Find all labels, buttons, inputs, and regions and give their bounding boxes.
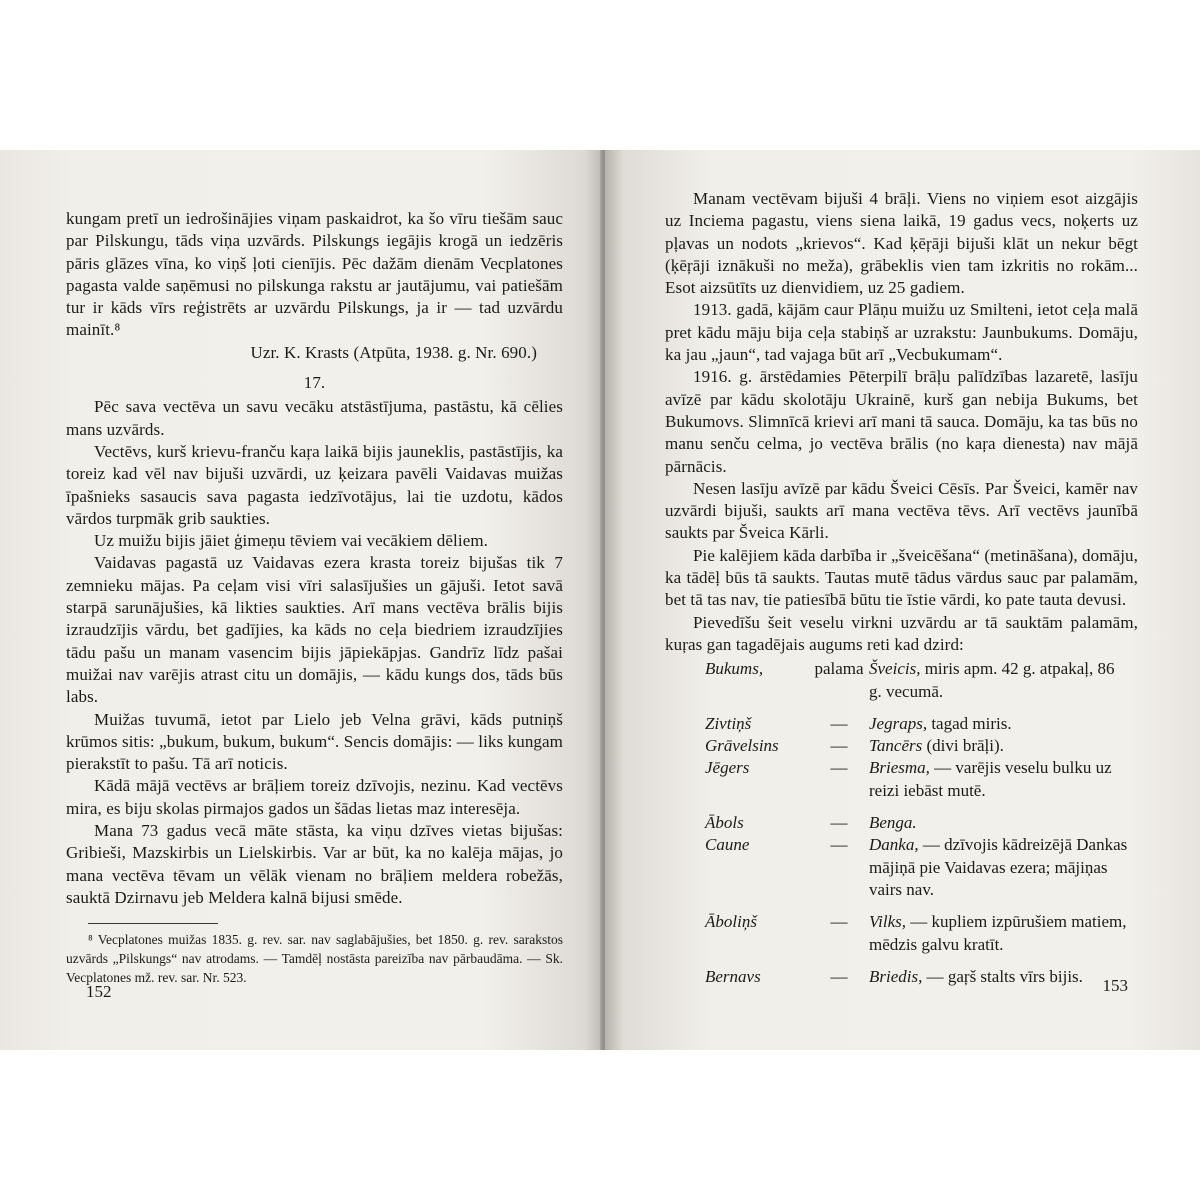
paragraph: Nesen lasīju avīzē par kādu Šveici Cēsīs. Par Šveici, kamēr nav uzvārdi bijuši, saukts arī mana vectēva tēvs. Arī vectēvs jaunībā saukts par Šveica Kārli. [665, 478, 1138, 543]
nickname-row [665, 834, 1138, 901]
nickname-row [665, 757, 1138, 802]
nickname-cell [869, 735, 1138, 757]
surname: Grāvelsins [705, 736, 779, 756]
surname: Jēgers [705, 758, 750, 778]
nickname-detail: (divi brāļi). [922, 736, 1004, 756]
surname: Caune [705, 835, 750, 855]
nickname: Benga. [869, 813, 917, 833]
section-number: 17. [303, 373, 326, 393]
footnote [66, 930, 563, 987]
left-page-text [66, 208, 563, 909]
separator: — [830, 736, 848, 756]
nickname-detail: miris apm. 42 g. atpakaļ, 86 g. vecumā. [869, 659, 1115, 701]
separator: palama [814, 659, 864, 679]
separator: — [830, 912, 848, 932]
surname: Ābols [705, 813, 744, 833]
paragraph: Muižas tuvumā, ietot par Lielo jeb Velna grāvi, kāds putniņš krūmos sitis: „bukum, bukum, bukum“. Sencis domājis: — liks kungam pierakstīt to pašu. Tā arī noticis. [66, 709, 563, 774]
paragraph: Vaidavas pagastā uz Vaidavas ezera krasta toreiz bijušas tik 7 zemnieku mājas. Pa ceļam visi vīri salasījušies un gājuši. Ietot savā starpā sarunājušies, kā likties saukties. Arī mans vectēva brālis bijis izraudzījis vārdu, bet gadījies, ka kāds no ceļa biedriem izraudzījies tādu pašu un manam vasencim bijis jāpiekāpjas. Gandrīz līdz pašai muižai nav varējis atrast citu un domājis, — kādu kungs dos, tāds būs labs. [66, 553, 563, 707]
right-page-text [665, 188, 1138, 656]
separator: — [830, 835, 848, 855]
nickname: Briesma, [869, 758, 930, 778]
surname: Zivtiņš [705, 713, 752, 733]
paragraph: Kādā mājā vectēvs ar brāļiem toreiz dzīvojis, nezinu. Kad vectēvs mira, es biju skolas pirmajos gados un šādas lietas maz interesēja. [66, 776, 563, 818]
nickname: Briedis, [869, 966, 923, 986]
separator: — [830, 713, 848, 733]
nickname-cell [869, 757, 1138, 802]
surname: Bernavs [705, 966, 761, 986]
paragraph: Mana 73 gadus vecā māte stāsta, ka viņu dzīves vietas bijušas: Gribieši, Mazskirbis un Lielskirbis. Var ar būt, ka no kalēja mājas, jo mana vectēva tēvam un vēlāk vienam no brāļiem meldera robežās, sauktā Dzirnavu jeb Meldera kalnā bijusi smēde. [66, 821, 563, 907]
nickname-row [665, 703, 1138, 735]
paragraph: Pēc sava vectēva un savu vecāku atstāstījuma, pastāstu, kā cēlies mans uzvārds. [66, 397, 563, 439]
nickname-cell [869, 658, 1138, 703]
nickname: Vilks, [869, 912, 906, 932]
open-book [0, 150, 1200, 1050]
nickname-detail: — kupliem izpūrušiem matiem, mēdzis galvu kratīt. [869, 912, 1127, 954]
nickname: Jegraps, [869, 713, 928, 733]
paragraph: Uz muižu bijis jāiet ģimeņu tēviem vai vecākiem dēliem. [94, 531, 489, 551]
right-page [605, 150, 1200, 1050]
separator: — [830, 758, 848, 778]
nickname-cell [869, 901, 1138, 956]
separator: — [830, 813, 848, 833]
nickname-cell [869, 834, 1138, 901]
paragraph: kungam pretī un iedrošinājies viņam paskaidrot, ka šo vīru tiešām sauc par Pilskungu, tāds viņa uzvārds. Pilskungs iegājis krogā un iedzēris pāris glāzes vīna, ko viņš ļoti cienījis. Pēc dažām dienām Vecplatones pagasta valde saņēmusi no pilskunga rakstu ar jautājumu, vai patiešām tur ir kāds vīrs reģistrēts ar uzvārdu Pilskungs, ja ir — tad uzvārdu mainīt.⁸ [66, 209, 563, 340]
nickname-cell [869, 703, 1138, 735]
nickname-cell [869, 802, 1138, 834]
page-number-right: 153 [1102, 976, 1128, 995]
page-number-left: 152 [86, 982, 112, 1001]
nickname-row [665, 901, 1138, 956]
paragraph: Vectēvs, kurš krievu-franču kaŗa laikā bijis jauneklis, pastāstījis, ka toreiz kad vēl nav bijuši uzvārdi, uz ķeizara pavēli Vaidavas muižas īpašnieks sasaucis sava pagasta iedzīvotājus, lai tie uzdotu, kādos vārdos turpmāk grib saukties. [66, 441, 563, 528]
surname: Bukums, [705, 659, 764, 679]
nickname-row [665, 956, 1138, 988]
nickname: Šveicis, [869, 659, 921, 679]
nickname-detail: — gaŗš stalts vīrs bijis. [922, 966, 1083, 986]
paragraph: Pievedīšu šeit veselu virkni uzvārdu ar tā sauktām palamām, kuŗas gan tagadējais augums reti kad dzird: [665, 612, 1138, 654]
footnote-rule [88, 923, 218, 924]
paragraph: 1913. gadā, kājām caur Plāņu muižu uz Smilteni, ietot ceļa malā pret kādu māju bija ceļa stabiņš ar uzrakstu: Jaunbukums. Domāju, ka jau „jaun“, tad vajaga būt arī „Vecbukumam“. [665, 300, 1138, 365]
footnote-text: ⁸ Vecplatones muižas 1835. g. rev. sar. nav saglabājušies, bet 1850. g. rev. sarakstos uzvārds „Pilskungs“ nav atrodams. — Tamdēļ nostāsta pareizība nav pārbaudāma. — Sk. Vecplatones mž. rev. sar. Nr. 523. [66, 932, 563, 986]
nickname-detail: — varējis veselu bulku uz reizi iebāst mutē. [869, 758, 1112, 800]
paragraph: 1916. g. ārstēdamies Pēterpilī brāļu palīdzības lazaretē, lasīju avīzē par kādu skolotāju Ukrainē, kurš gan nebija Bukums, bet Bukumovs. Slimnīcā krievi arī mani tā sauca. Domāju, ka tas būs no manu senču celma, jo vectēva brālis (no kaŗa dienesta) nav mājā pārnācis. [665, 367, 1138, 476]
nickname-table [665, 658, 1138, 988]
nickname-detail: — dzīvojis kādreizējā Dankas mājiņā pie Vaidavas ezera; mājiņas vairs nav. [869, 835, 1128, 899]
paragraph: Manam vectēvam bijuši 4 brāļi. Viens no viņiem esot aizgājis uz Inciema pagastu, viens siena laikā, 19 gadus vecs, noķerts uz pļavas un nodots „krievos“. Kad ķēŗāji bijuši klāt un nekur bēgt (ķēŗāji iznākuši no meža), grābeklis vien tam izkritis no rokām... Esot aizsūtīts uz dienvidiem, uz 25 gadiem. [665, 189, 1138, 298]
nickname-cell [869, 956, 1138, 988]
nickname-row [665, 658, 1138, 703]
nickname-detail: tagad miris. [927, 713, 1012, 733]
nickname: Danka, [869, 835, 919, 855]
separator: — [830, 966, 848, 986]
source-citation: Uzr. K. Krasts (Atpūta, 1938. g. Nr. 690.) [250, 342, 537, 362]
surname: Āboliņš [705, 912, 757, 932]
paragraph: Pie kalējiem kāda darbība ir „šveicēšana“ (metināšana), domāju, ka tādēļ būs tā saukts. Tautas mutē tādus vārdus sauc par palamām, bet tā tas nav, tie patiesībā būtu tie īstie vārdi, ko pate tauta devusi. [665, 545, 1138, 610]
nickname-row [665, 802, 1138, 834]
left-page [0, 150, 603, 1050]
nickname-row [665, 735, 1138, 757]
nickname: Tancērs [869, 736, 923, 756]
